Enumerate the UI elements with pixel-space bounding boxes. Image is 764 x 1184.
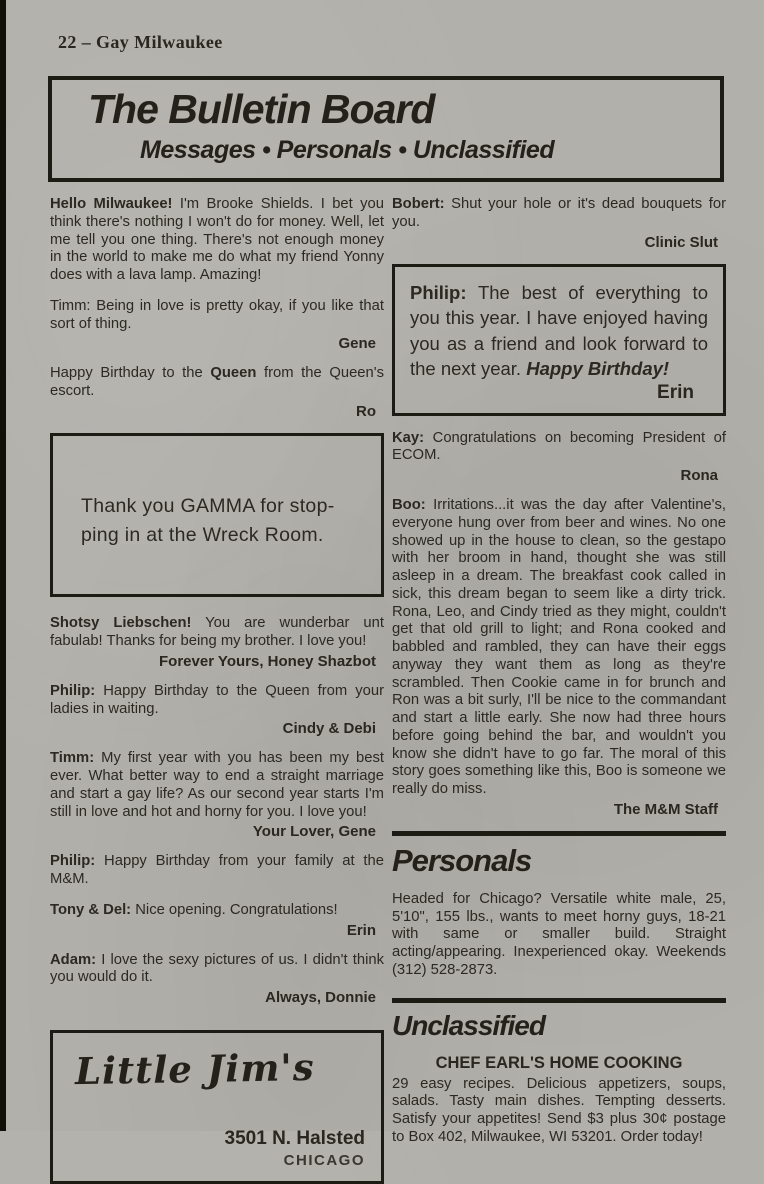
message-text: Boo: Irritations...it was the day after Valentine's, everyone hung over from beer and wines. No one showed up in the house to clean, so the gestapo with her broom in hand, thought she was still asleep in a dream. The breakfast cook called in sick, this dream began to seem like a dirty trick. Rona, Leo, and Cindy tried as they might, couldn't get that old grill to light; and Rona cooked and babbled and rambled, they can have their eggs anyway they want them as long as they're scrambled. Then Cookie came in for brunch and Ron was a bit surly, I'll be nice to the commandant and start a little early. She now had three hours before going behind the bar, and wouldn't you know she didn't have to go far. The moral of this story goes something like this, Boo is someone we really do miss.	[392, 497, 726, 798]
message-lead: Kay:	[392, 429, 425, 446]
page-header: 22 – Gay Milwaukee	[58, 32, 223, 52]
message-emphasis: Happy Birthday!	[526, 358, 670, 380]
chef-earls-ad-title: CHEF EARL'S HOME COOKING	[435, 1053, 683, 1072]
personals-heading: Personals	[392, 842, 532, 878]
message-text: Adam: I love the sexy pictures of us. I didn't think you would do it.	[50, 951, 384, 986]
message-signature: Clinic Slut	[644, 233, 718, 251]
message-lead: Adam:	[50, 951, 97, 968]
personals-section	[392, 831, 726, 980]
message-adam	[50, 952, 384, 1007]
unclassified-heading: Unclassified	[392, 1009, 545, 1041]
message-lead: Philip:	[50, 853, 96, 870]
personals-ad-text: Headed for Chicago? Versatile white male, 25, 5'10", 155 lbs., wants to meet horny guys, 18-21 with same or smaller build. Straight acting/appearing. Inexperienced okay. Weekends (312) 528-2873.	[392, 890, 726, 978]
section-rule	[392, 998, 726, 1003]
gamma-thank-you-box	[50, 433, 384, 598]
ad-little-jims-city: CHICAGO	[283, 1152, 365, 1169]
column-left	[50, 196, 384, 1184]
message-brooke-shields	[50, 196, 384, 285]
message-signature: Gene	[338, 335, 376, 353]
ad-little-jims	[50, 1030, 384, 1184]
unclassified-section	[392, 998, 726, 1147]
message-signature: The M&M Staff	[613, 800, 718, 818]
message-signature: Forever Yours, Honey Shazbot	[159, 652, 376, 670]
message-kay	[392, 430, 726, 485]
message-signature: Always, Donnie	[265, 989, 376, 1006]
message-text: Happy Birthday to the Queen from the Queen's escort.	[50, 365, 384, 399]
message-lead: Tony & Del:	[50, 901, 132, 918]
message-text: Philip: Happy Birthday to the Queen from your ladies in waiting.	[50, 682, 384, 717]
masthead	[48, 76, 724, 182]
message-philip-queen	[50, 683, 384, 738]
message-text: Tony & Del: Nice opening. Congratulations!	[50, 901, 338, 918]
scan-edge-artifact	[0, 0, 6, 1131]
message-lead: Bobert:	[392, 196, 445, 212]
message-lead: Timm:	[50, 750, 95, 767]
message-text: Philip: Happy Birthday from your family at the M&M.	[50, 853, 384, 887]
gamma-box-line2: ping in at the Wreck Room.	[81, 524, 324, 546]
chef-earls-ad-body	[392, 1076, 726, 1147]
message-signature: Rona	[680, 467, 718, 485]
message-text: Hello Milwaukee! I'm Brooke Shields. I bet you think there's nothing I won't do for money. Well, let me tell you one thing. There's not enough money in the world to make me do what my friend Yonny does with a lava lamp. Amazing!	[50, 196, 384, 283]
message-signature: Erin	[657, 381, 694, 403]
message-timm-gene	[50, 298, 384, 353]
message-text: Timm: Being in love is pretty okay, if you like that sort of thing.	[50, 297, 384, 332]
message-bobert	[392, 196, 726, 251]
column-right	[392, 196, 726, 1160]
masthead-title: The Bulletin Board	[88, 86, 435, 132]
message-signature: Erin	[346, 921, 376, 939]
gamma-box-line1: Thank you GAMMA for stop-	[81, 494, 335, 517]
message-signature: Ro	[356, 402, 376, 420]
ad-little-jims-street: 3501 N. Halsted	[224, 1128, 365, 1149]
chef-earls-ad-text: 29 easy recipes. Delicious appetizers, soups, salads. Tasty main dishes. Tempting desserts. Satisfy your appetites! Send $3 plus 30¢ postage to Box 402, Milwaukee, WI 53201. Order today!	[392, 1075, 726, 1145]
message-text: Timm: My first year with you has been my best ever. What better way to end a straight marriage and start a gay life? As our second year starts I'm still in love and hot and horny for you. I love you!	[50, 750, 384, 820]
message-philip-mm	[50, 853, 384, 889]
philip-birthday-box	[392, 264, 726, 416]
message-text: Kay: Congratulations on becoming President of ECOM.	[392, 429, 726, 464]
personals-ad	[392, 891, 726, 980]
message-lead: Shotsy Liebschen!	[50, 615, 192, 632]
message-lead: Philip:	[410, 281, 467, 303]
masthead-subtitle: Messages • Personals • Unclassified	[140, 136, 555, 164]
message-lead: Boo:	[392, 497, 426, 514]
section-rule	[392, 831, 726, 836]
message-text: Shotsy Liebschen! You are wunderbar unt fabulab! Thanks for being my brother. I love you!	[50, 615, 384, 649]
message-signature: Your Lover, Gene	[252, 823, 376, 841]
message-text: Philip: The best of everything to you this year. I have enjoyed having you as a friend and look forward to the next year. Happy Birthday!	[410, 281, 708, 380]
ad-little-jims-address-block	[225, 1128, 365, 1169]
message-tony-del	[50, 902, 384, 939]
message-timm-lover	[50, 750, 384, 840]
message-lead: Hello Milwaukee!	[50, 196, 173, 212]
message-lead: Philip:	[50, 682, 96, 699]
message-shotsy	[50, 615, 384, 670]
message-signature: Cindy & Debi	[282, 720, 376, 738]
message-queen-ro	[50, 365, 384, 420]
message-bold-word: Queen	[210, 365, 257, 382]
message-text: Bobert: Shut your hole or it's dead bouquets for you.	[392, 196, 726, 230]
ad-little-jims-name: Little Jim's	[74, 1044, 315, 1094]
message-boo	[392, 497, 726, 818]
